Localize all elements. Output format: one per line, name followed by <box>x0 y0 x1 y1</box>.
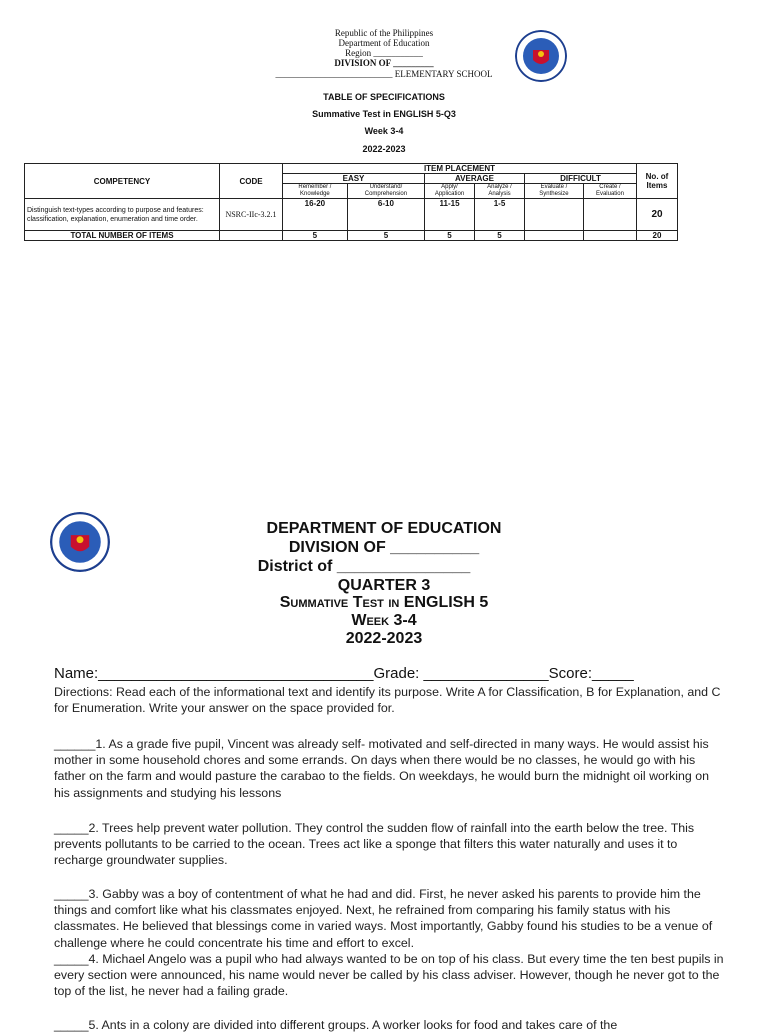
competency-header: COMPETENCY <box>25 164 220 199</box>
deped-line: Department of Education <box>338 38 430 48</box>
table-cell <box>524 231 583 241</box>
tos-title: TABLE OF SPECIFICATIONS <box>323 92 445 102</box>
table-cell <box>220 231 283 241</box>
republic-line: Republic of the Philippines <box>334 28 434 38</box>
school-line: __________________________ ELEMENTARY SCHOOL <box>275 69 493 79</box>
week-line: Week 3-4 <box>364 126 404 136</box>
directions: Directions: Read each of the informational text and identify its purpose. Write A for Classification, B for Explanation, and C for Enumeration. Write your answer on the space provided for. <box>54 685 721 716</box>
week-title: Week 3-4 <box>351 612 417 629</box>
table-cell: 6-10 <box>347 199 424 231</box>
total-cell: 20 <box>637 199 678 231</box>
region-line: Region ___________ <box>345 48 423 58</box>
sub-header: Create / Evaluation <box>583 184 636 199</box>
division-line: DIVISION OF _________ <box>334 58 434 68</box>
table-cell <box>524 199 583 231</box>
sub-header: Remember / Knowledge <box>283 184 348 199</box>
table-cell: 5 <box>475 231 525 241</box>
easy-header: EASY <box>283 174 425 184</box>
table-cell <box>583 231 636 241</box>
dept-title: DEPARTMENT OF EDUCATION <box>266 520 502 537</box>
item-placement-header: ITEM PLACEMENT <box>283 164 637 174</box>
code-header: CODE <box>220 164 283 199</box>
summative-title: Summative Test in ENGLISH 5 <box>279 594 489 611</box>
list-item: _____3. Gabby was a boy of contentment of what he had and did. First, he never asked his parents to provide him the things and comfort like what his classmates enjoyed. Next, he refrained from comparing his family status with his classmates. He believed that blessings come in varied ways. Most importantly, Gabby found his studies to be a venue of challenge where he could concentrate his time and effort to excel. <box>54 887 713 950</box>
sub-header: Evaluate / Synthesize <box>524 184 583 199</box>
total-cell: 20 <box>637 231 678 241</box>
year-title: 2022-2023 <box>345 630 423 647</box>
total-label: TOTAL NUMBER OF ITEMS <box>25 231 220 241</box>
table-cell: 5 <box>347 231 424 241</box>
table-cell: 5 <box>283 231 348 241</box>
sub-header: Analyze / Analysis <box>475 184 525 199</box>
sub-header: Understand/ Comprehension <box>347 184 424 199</box>
year-line: 2022-2023 <box>362 144 406 154</box>
quarter-title: QUARTER 3 <box>337 577 431 594</box>
table-cell <box>583 199 636 231</box>
sub-header: Apply/ Application <box>425 184 475 199</box>
table-cell: 11-15 <box>425 199 475 231</box>
difficult-header: DIFFICULT <box>524 174 636 184</box>
division-title: DIVISION OF __________ <box>288 539 480 556</box>
name-grade-score-line: Name:_________________________________Grade: _______________Score:_____ <box>54 665 634 682</box>
average-header: AVERAGE <box>425 174 525 184</box>
competency-cell: Distinguish text-types according to purpose and features: classification, explanation, enumeration and time order. <box>25 199 220 231</box>
specification-table <box>24 163 678 241</box>
table-cell: 16-20 <box>283 199 348 231</box>
table-cell: 5 <box>425 231 475 241</box>
test-title: Summative Test in ENGLISH 5-Q3 <box>312 109 456 119</box>
list-item: ______1. As a grade five pupil, Vincent was already self- motivated and self-directed in many ways. He would assist his mother in some household chores and some errands. On days when there would be no classes, he would go with his father on the farm and would pasture the carabao to the fields. On weekdays, he would burn the midnight oil working on his assignments and studying his lessons <box>54 737 710 800</box>
code-cell: NSRC-IIc-3.2.1 <box>220 199 283 231</box>
list-item: _____2. Trees help prevent water pollution. They control the sudden flow of rainfall into the earth below the tree. This prevents pollutants to be carried to the ocean. Trees act like a sponge that filters this water naturally and uses it to recharge groundwater supplies. <box>54 821 695 868</box>
no-items-header: No. of Items <box>637 164 678 199</box>
list-item: _____4. Michael Angelo was a pupil who had always wanted to be on top of his class. But every time the ten best pupils in every section were announced, his name would never be called by his class adviser. However, though he never got to the top of the list, he never had a failing grade. <box>54 952 724 999</box>
list-item: _____5. Ants in a colony are divided into different groups. A worker looks for food and takes care of the <box>54 1018 618 1032</box>
table-cell: 1-5 <box>475 199 525 231</box>
district-title: District of _______________ <box>257 558 471 575</box>
